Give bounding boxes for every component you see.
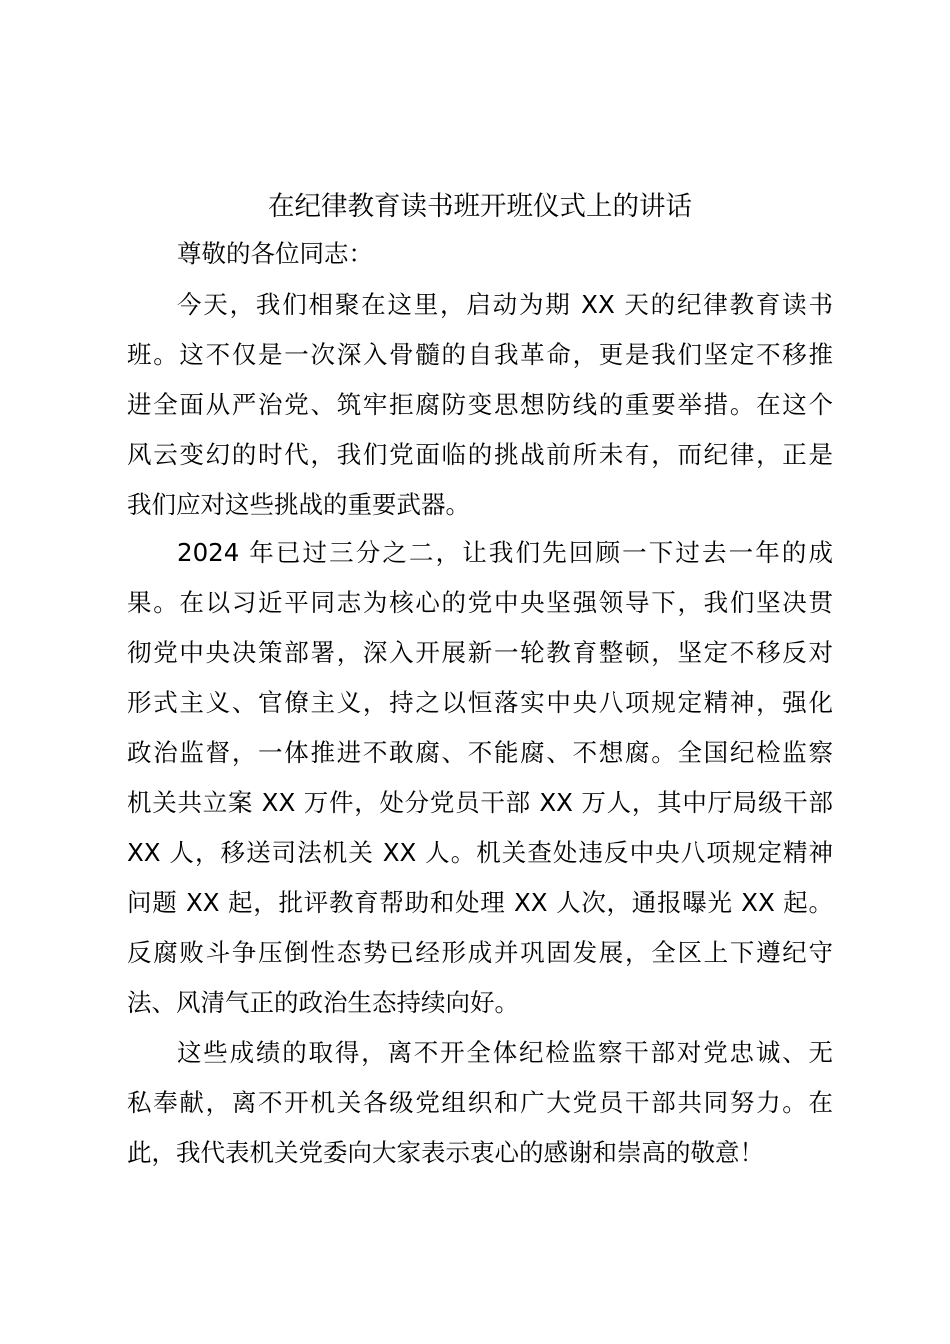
text-line: 彻党中央决策部署，深入开展新一轮教育整顿，坚定不移反对 [127, 638, 833, 667]
text-line: 果。在以习近平同志为核心的党中央坚强领导下，我们坚决贯 [127, 588, 833, 617]
text-line: 私奉献，离不开机关各级党组织和广大党员干部共同努力。在 [127, 1088, 833, 1117]
text-line: 今天，我们相聚在这里，启动为期 XX 天的纪律教育读书 [177, 290, 833, 319]
text-line: XX 人，移送司法机关 XX 人。机关查处违反中央八项规定精神 [127, 838, 833, 867]
text-line: 风云变幻的时代，我们党面临的挑战前所未有，而纪律，正是 [127, 440, 833, 469]
text-line: 机关共立案 XX 万件，处分党员干部 XX 万人，其中厅局级干部 [127, 788, 833, 817]
paragraph [127, 280, 833, 530]
text-line: 班。这不仅是一次深入骨髓的自我革命，更是我们坚定不移推 [127, 340, 833, 369]
salutation: 尊敬的各位同志： [177, 239, 373, 268]
text-line: 进全面从严治党、筑牢拒腐防变思想防线的重要举措。在这个 [127, 390, 833, 419]
text-line: 法、风清气正的政治生态持续向好。 [127, 988, 519, 1017]
text-line: 此，我代表机关党委向大家表示衷心的感谢和崇高的敬意！ [127, 1138, 764, 1167]
text-line: 我们应对这些挑战的重要武器。 [127, 490, 470, 519]
text-line: 政治监督，一体推进不敢腐、不能腐、不想腐。全国纪检监察 [127, 738, 833, 767]
text-line: 反腐败斗争压倒性态势已经形成并巩固发展，全区上下遵纪守 [127, 938, 833, 967]
text-line: 这些成绩的取得，离不开全体纪检监察干部对党忠诚、无 [177, 1038, 833, 1067]
text-line: 形式主义、官僚主义，持之以恒落实中央八项规定精神，强化 [127, 688, 833, 717]
document-title: 在纪律教育读书班开班仪式上的讲话 [268, 191, 692, 222]
paragraph [127, 528, 833, 1028]
text-line: 问题 XX 起，批评教育帮助和处理 XX 人次，通报曝光 XX 起。 [127, 888, 833, 917]
paragraph [127, 1028, 833, 1178]
text-line: 2024 年已过三分之二，让我们先回顾一下过去一年的成 [177, 538, 833, 567]
